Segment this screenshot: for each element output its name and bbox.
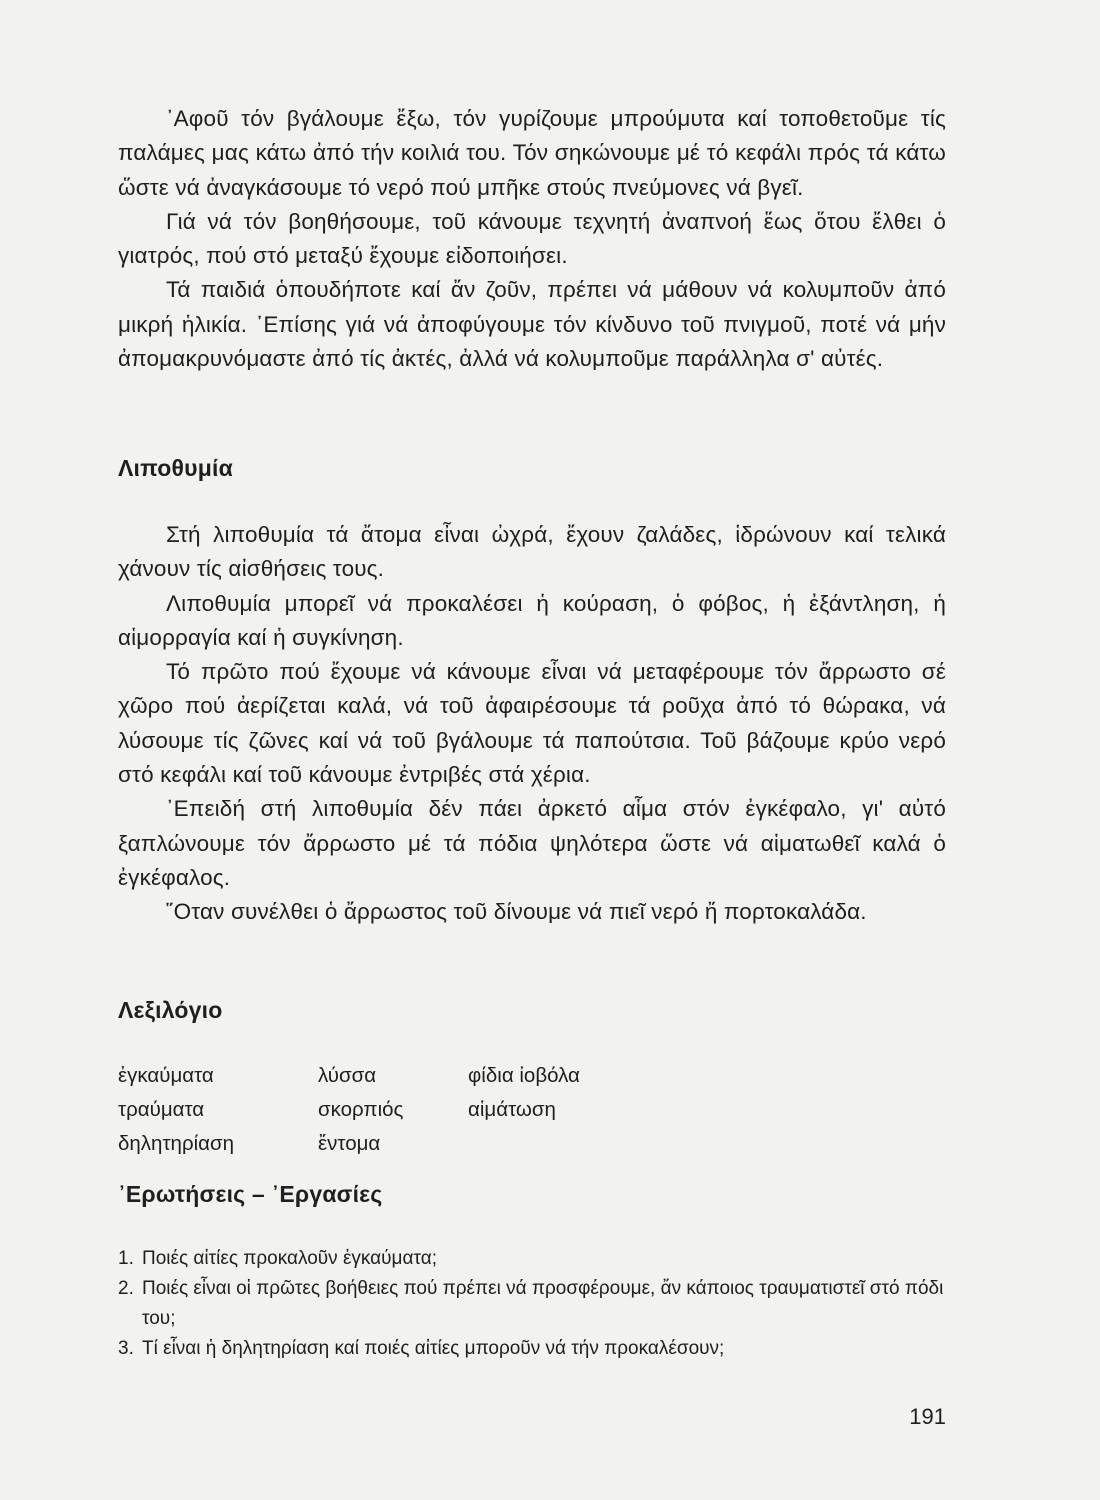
questions-list bbox=[118, 1244, 948, 1364]
vocabulary-term: τραύματα bbox=[118, 1098, 205, 1121]
vocabulary-term: σκορπιός bbox=[318, 1098, 404, 1121]
section-heading-questions: ᾿Ερωτήσεις – ᾿Εργασίες bbox=[118, 1181, 383, 1207]
paragraph: Λιποθυμία μπορεῖ νά προκαλέσει ἡ κούραση, ὁ φόβος, ἡ ἐξάντληση, ἡ αἱμορραγία καί ἡ συγκίνηση. bbox=[118, 590, 946, 650]
question-text: Ποιές εἶναι οἱ πρῶτες βοήθειες πού πρέπει νά προσφέρουμε, ἄν κάποιος τραυματιστεῖ στό πόδι του; bbox=[142, 1278, 944, 1329]
question-number: 1. bbox=[118, 1248, 134, 1269]
paragraph: Τό πρῶτο πού ἔχουμε νά κάνουμε εἶναι νά μεταφέρουμε τόν ἄρρωστο σέ χῶρο πού ἀερίζεται καλά, νά τοῦ ἀφαιρέσουμε τά ροῦχα ἀπό τό θώρακα, νά λύσουμε τίς ζῶνες καί νά τοῦ βγάλουμε τά παπούτσια. Τοῦ βάζουμε κρύο νερό στό κεφάλι καί τοῦ κάνουμε ἐντριβές στά χέρια. bbox=[118, 659, 946, 788]
question-text: Ποιές αἰτίες προκαλοῦν ἐγκαύματα; bbox=[142, 1248, 437, 1269]
paragraph: Τά παιδιά ὁπουδήποτε καί ἄν ζοῦν, πρέπει νά μάθουν νά κολυμποῦν ἀπό μικρή ἡλικία. ᾿Επίσης γιά νά ἀποφύγουμε τόν κίνδυνο τοῦ πνιγμοῦ, ποτέ νά μήν ἀπομακρυνόμαστε ἀπό τίς ἀκτές, ἀλλά νά κολυμποῦμε παράλληλα σ' αὐτές. bbox=[118, 277, 946, 372]
question-text: Τί εἶναι ἡ δηλητηρίαση καί ποιές αἰτίες μποροῦν νά τήν προκαλέσουν; bbox=[142, 1338, 725, 1359]
question-item bbox=[118, 1334, 948, 1364]
vocabulary-term: φίδια ἰοβόλα bbox=[468, 1064, 580, 1087]
vocabulary-term: αἱμάτωση bbox=[468, 1098, 556, 1121]
vocabulary-term: ἔντομα bbox=[318, 1132, 381, 1155]
vocabulary-term: ἐγκαύματα bbox=[118, 1064, 214, 1087]
paragraph: ᾿Αφοῦ τόν βγάλουμε ἔξω, τόν γυρίζουμε μπρούμυτα καί τοποθετοῦμε τίς παλάμες μας κάτω ἀπό τήν κοιλιά του. Τόν σηκώνουμε μέ τό κεφάλι πρός τά κάτω ὥστε νά ἀναγκάσουμε τό νερό πού μπῆκε στούς πνεύμονες νά βγεῖ. bbox=[118, 106, 946, 200]
question-item bbox=[118, 1244, 948, 1274]
paragraph: ῞Οταν συνέλθει ὁ ἄρρωστος τοῦ δίνουμε νά πιεῖ νερό ἤ πορτοκαλάδα. bbox=[166, 899, 867, 925]
section-heading-fainting: Λιποθυμία bbox=[118, 455, 233, 481]
vocabulary-column bbox=[468, 1059, 668, 1127]
question-item bbox=[118, 1274, 948, 1334]
question-number: 2. bbox=[118, 1278, 134, 1299]
vocabulary-term: λύσσα bbox=[318, 1064, 377, 1087]
vocabulary-column bbox=[118, 1059, 318, 1161]
paragraph: ᾿Επειδή στή λιποθυμία δέν πάει ἀρκετό αἷμα στόν ἐγκέφαλο, γι' αὐτό ξαπλώνουμε τόν ἄρρωστο μέ τά πόδια ψηλότερα ὥστε νά αἱματωθεῖ καλά ὁ ἐγκέφαλος. bbox=[118, 796, 946, 890]
paragraph: Γιά νά τόν βοηθήσουμε, τοῦ κάνουμε τεχνητή ἀναπνοή ἕως ὅτου ἔλθει ὁ γιατρός, πού στό μεταξύ ἔχουμε εἰδοποιήσει. bbox=[118, 208, 946, 269]
question-number: 3. bbox=[118, 1338, 134, 1359]
section-heading-vocabulary: Λεξιλόγιο bbox=[118, 997, 223, 1023]
intro-text-block bbox=[118, 102, 946, 376]
paragraph: Στή λιποθυμία τά ἄτομα εἶναι ὠχρά, ἔχουν ζαλάδες, ἱδρώνουν καί τελικά χάνουν τίς αἰσθήσεις τους. bbox=[118, 522, 946, 582]
fainting-text-block bbox=[118, 518, 946, 930]
page-number: 191 bbox=[909, 1404, 946, 1429]
vocabulary-term: δηλητηρίαση bbox=[118, 1132, 235, 1155]
